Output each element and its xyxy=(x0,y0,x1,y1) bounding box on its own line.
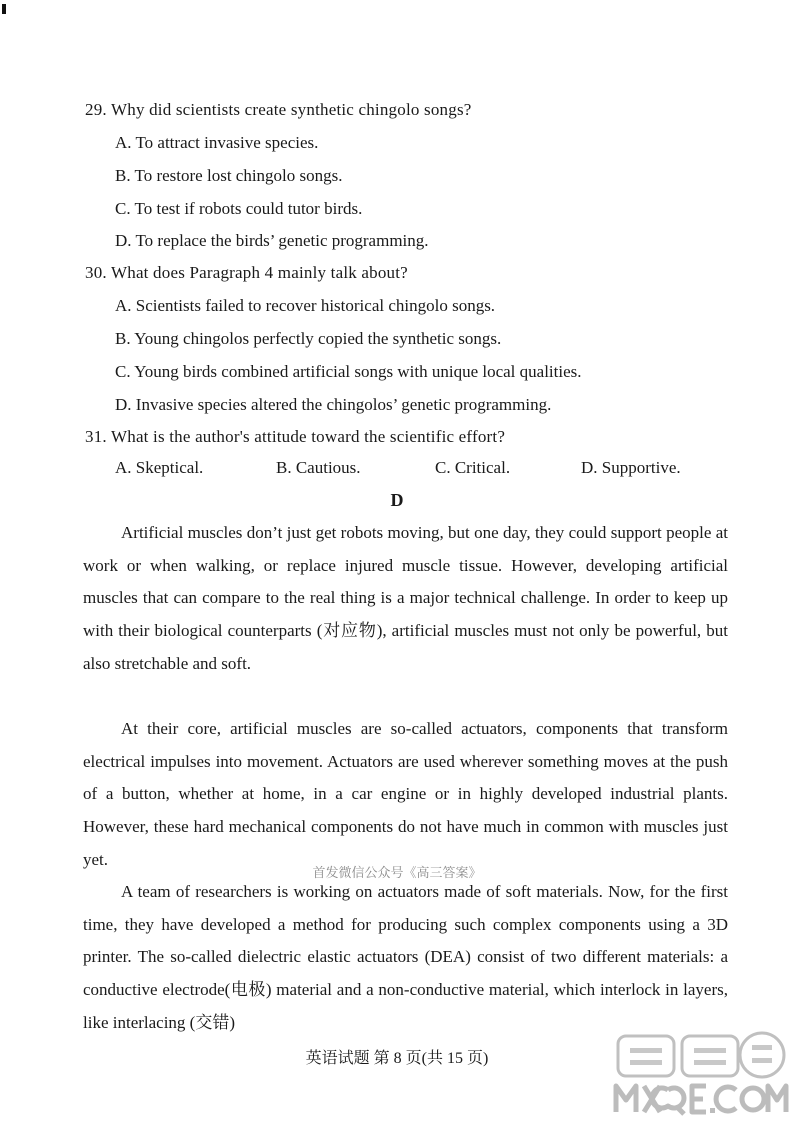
page-footer: 英语试题 第 8 页(共 15 页) xyxy=(305,1050,489,1067)
question-31-option-a: A. Skeptical. xyxy=(115,458,204,477)
passage-paragraph-1: Artificial muscles don’t just get robots moving, but one day, they could support people at work or when walking, or replace injured muscle tissue. However, developing artificial muscles that can compare to the real thing is a major technical challenge. In order to keep up with their biological counterparts (对应物), artificial muscles must not only be powerful, but also stretchable and soft. xyxy=(83,523,728,673)
question-31-option-c: C. Critical. xyxy=(435,458,511,477)
question-31-stem: 31. What is the author's attitude toward the scientific effort? xyxy=(85,427,506,446)
site-logo-watermark xyxy=(612,1028,790,1118)
question-29-option-c: C. To test if robots could tutor birds. xyxy=(115,199,363,218)
question-29-option-d: D. To replace the birds’ genetic programming. xyxy=(115,231,429,250)
question-30-option-a: A. Scientists failed to recover historical chingolo songs. xyxy=(115,296,496,315)
question-30-option-d: D. Invasive species altered the chingolos’ genetic programming. xyxy=(115,395,552,414)
section-heading: D xyxy=(390,490,404,510)
question-31-option-b: B. Cautious. xyxy=(276,458,361,477)
question-30-option-c: C. Young birds combined artificial songs with unique local qualities. xyxy=(115,362,582,381)
question-29-option-a: A. To attract invasive species. xyxy=(115,133,319,152)
question-29-option-b: B. To restore lost chingolo songs. xyxy=(115,166,343,185)
question-30-option-b: B. Young chingolos perfectly copied the synthetic songs. xyxy=(115,329,502,348)
passage-paragraph-3: A team of researchers is working on actuators made of soft materials. Now, for the first time, they have developed a method for producing such complex components using a 3D printer. The so-called dielectric elastic actuators (DEA) consist of two different materials: a conductive electrode(电极) material and a non-conductive material, which interlock in layers, like interlacing (交错) xyxy=(83,882,728,1032)
question-31-option-d: D. Supportive. xyxy=(581,458,681,477)
question-29-stem: 29. Why did scientists create synthetic chingolo songs? xyxy=(85,100,472,119)
scan-corner-mark xyxy=(2,4,6,14)
passage-paragraph-2: At their core, artificial muscles are so-called actuators, components that transform electrical impulses into movement. Actuators are used wherever something moves at the push of a button, whether at home, in a car engine or in highly developed industrial plants. However, these hard mechanical components do not have much in common with muscles just yet. xyxy=(83,719,728,869)
watermark-text: 首发微信公众号《高三答案》 xyxy=(312,865,482,880)
question-30-stem: 30. What does Paragraph 4 mainly talk about? xyxy=(85,263,408,282)
